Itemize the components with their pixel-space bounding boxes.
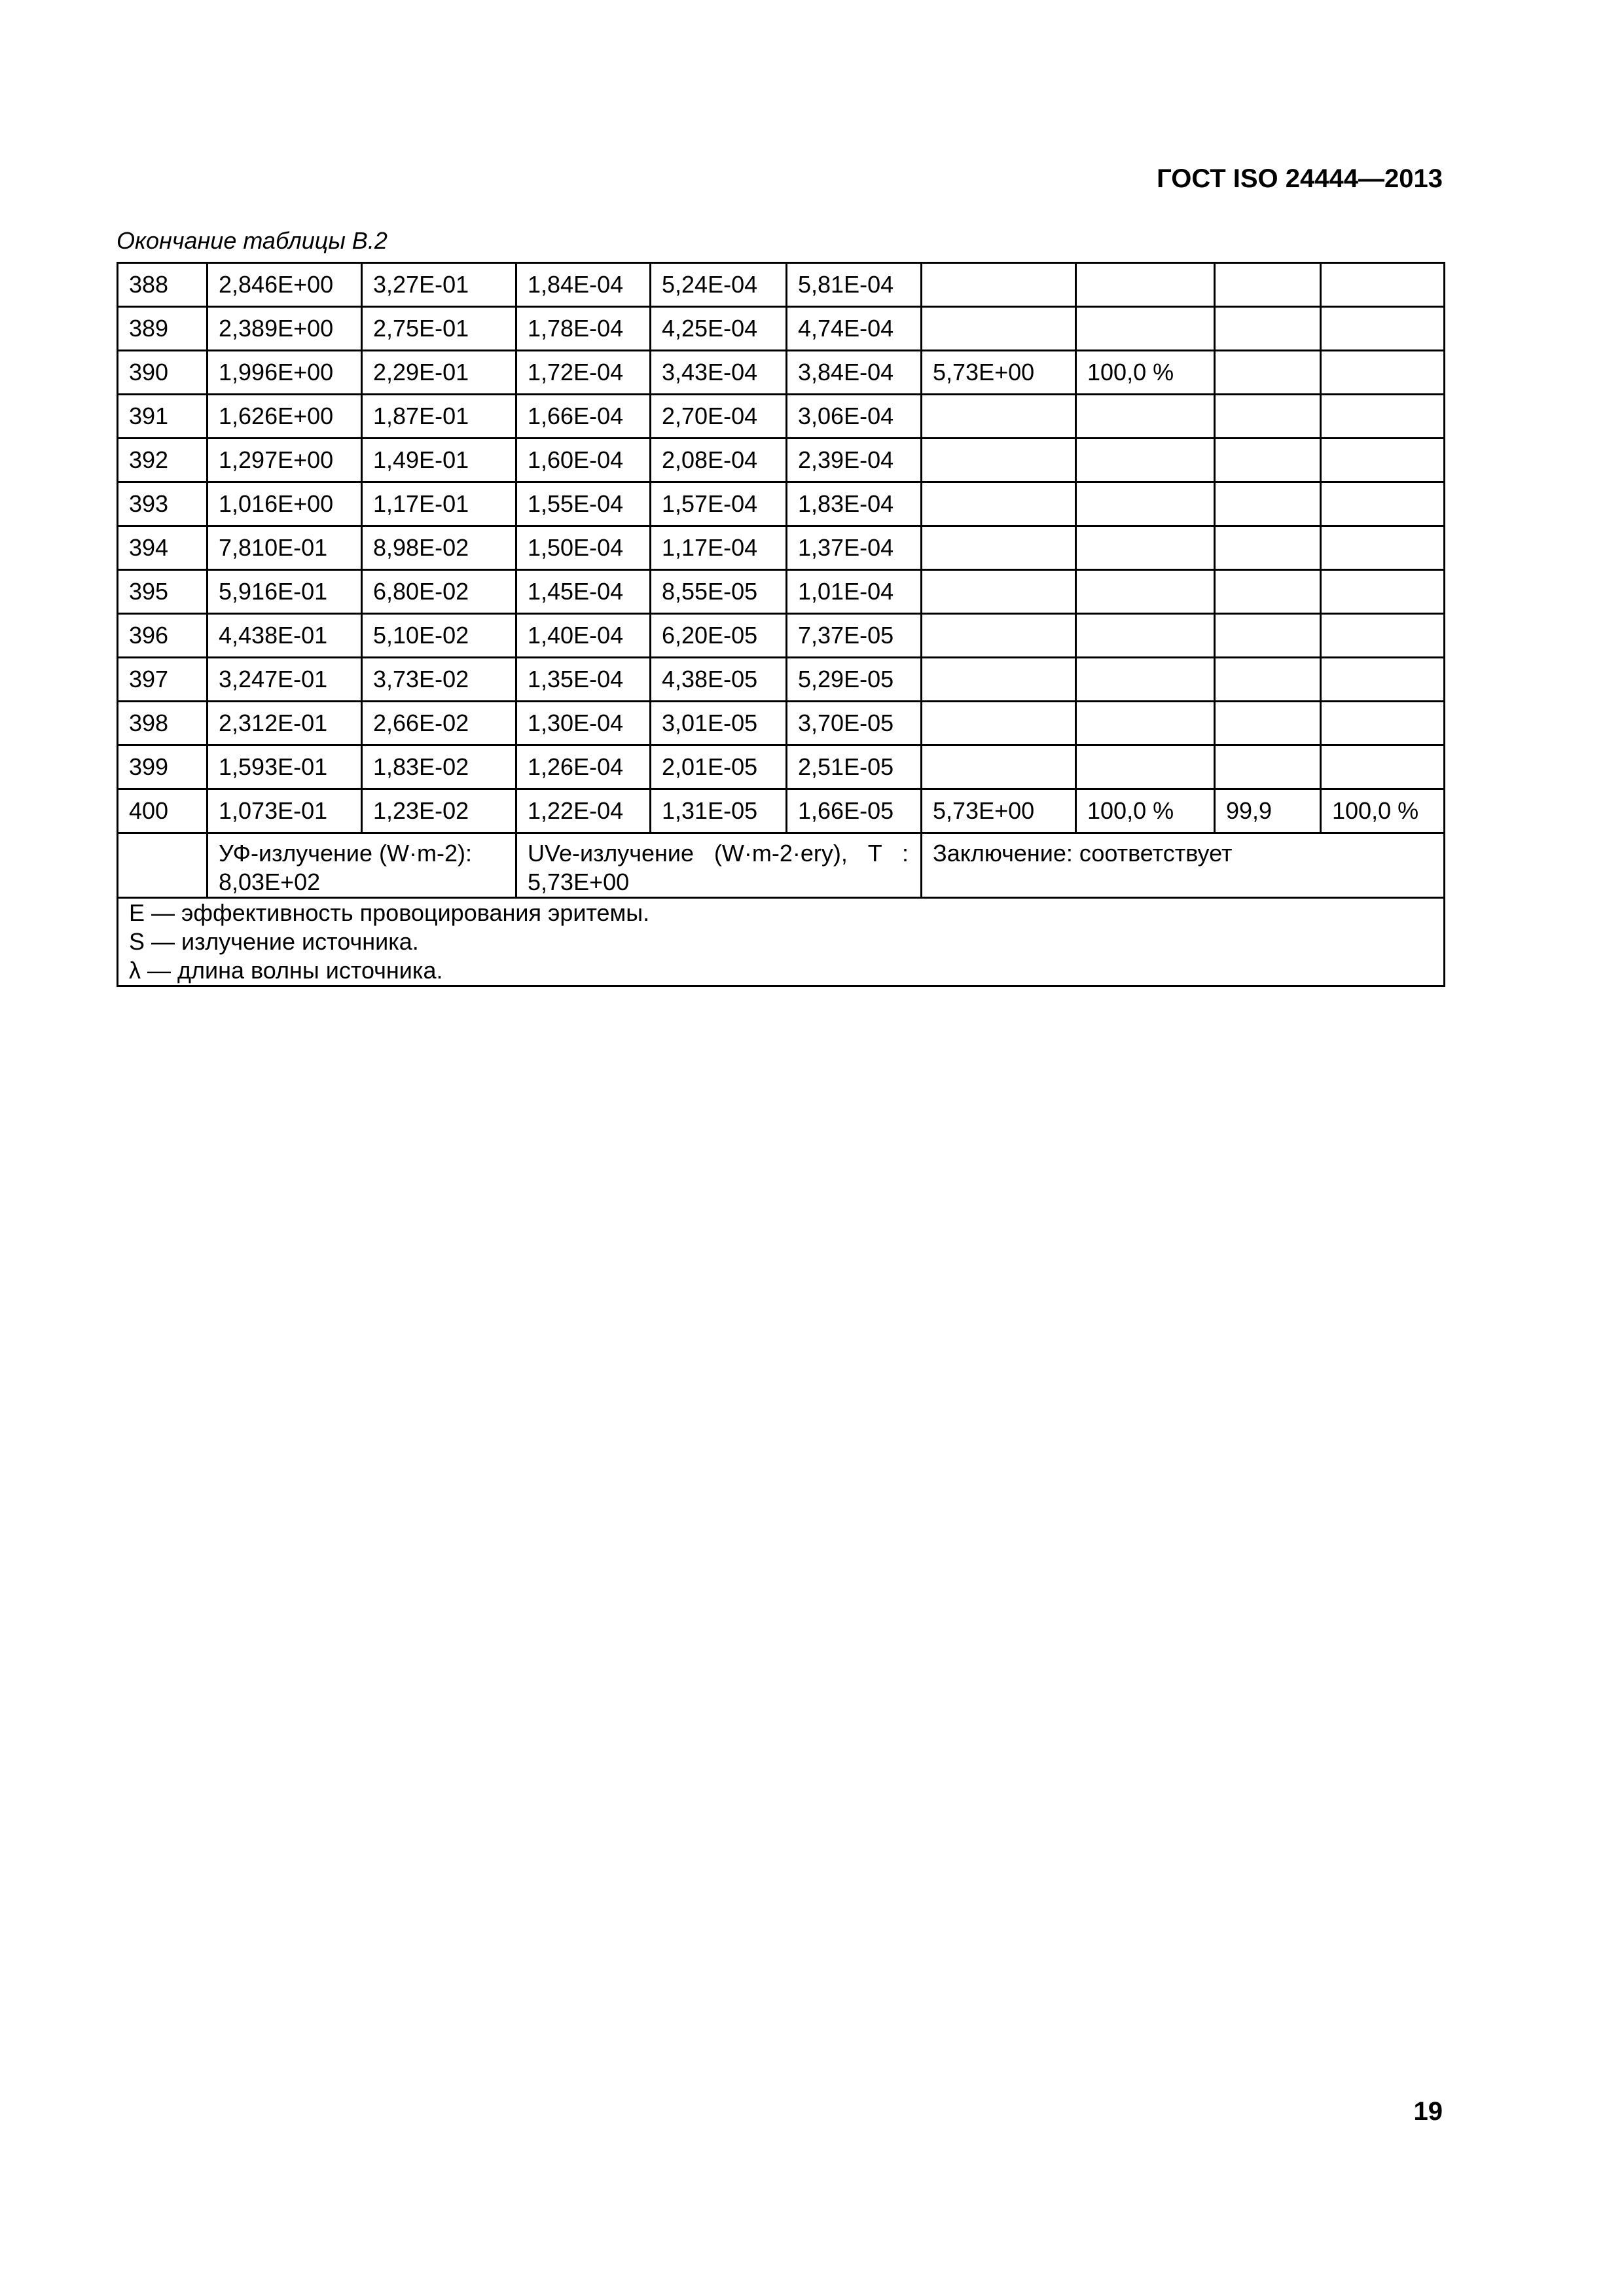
table-cell: 1,23E-02 bbox=[362, 789, 516, 833]
table-cell bbox=[1215, 482, 1321, 526]
summary-empty-cell bbox=[118, 833, 208, 898]
table-cell bbox=[1321, 702, 1445, 745]
table-cell: 4,38E-05 bbox=[651, 658, 787, 702]
table-cell: 5,29E-05 bbox=[787, 658, 922, 702]
table-cell: 3,06E-04 bbox=[787, 395, 922, 439]
table-cell: 4,74E-04 bbox=[787, 307, 922, 351]
table-cell: 8,55E-05 bbox=[651, 570, 787, 614]
table-cell: 100,0 % bbox=[1076, 351, 1215, 395]
table-cell bbox=[922, 570, 1076, 614]
table-cell bbox=[1076, 658, 1215, 702]
table-cell: 1,83E-04 bbox=[787, 482, 922, 526]
table-row bbox=[118, 439, 1445, 482]
note-e: E — эффективность провоцирования эритемы. bbox=[129, 899, 650, 926]
table-cell bbox=[1215, 439, 1321, 482]
table-cell: 7,37E-05 bbox=[787, 614, 922, 658]
table-cell: 3,247E-01 bbox=[208, 658, 362, 702]
table-cell: 8,98E-02 bbox=[362, 526, 516, 570]
table-row bbox=[118, 482, 1445, 526]
page-number: 19 bbox=[1413, 2097, 1443, 2126]
table-cell bbox=[1321, 745, 1445, 789]
table-cell: 1,72E-04 bbox=[516, 351, 651, 395]
table-cell: 393 bbox=[118, 482, 208, 526]
table-row bbox=[118, 614, 1445, 658]
table-cell: 1,55E-04 bbox=[516, 482, 651, 526]
table-cell: 5,10E-02 bbox=[362, 614, 516, 658]
table-row bbox=[118, 263, 1445, 307]
table-cell: 3,70E-05 bbox=[787, 702, 922, 745]
table-cell: 1,40E-04 bbox=[516, 614, 651, 658]
table-cell: 2,01E-05 bbox=[651, 745, 787, 789]
table-cell: 1,593E-01 bbox=[208, 745, 362, 789]
table-cell: 2,66E-02 bbox=[362, 702, 516, 745]
table-cell bbox=[1321, 351, 1445, 395]
table-cell: 1,35E-04 bbox=[516, 658, 651, 702]
table-cell bbox=[1215, 658, 1321, 702]
table-cell bbox=[1215, 263, 1321, 307]
table-caption: Окончание таблицы B.2 bbox=[117, 227, 388, 254]
table-cell: 100,0 % bbox=[1076, 789, 1215, 833]
table-cell: 1,17E-01 bbox=[362, 482, 516, 526]
table-cell bbox=[1076, 395, 1215, 439]
table-cell bbox=[1215, 307, 1321, 351]
conclusion-cell: Заключение: соответствует bbox=[922, 833, 1445, 898]
table-cell: 391 bbox=[118, 395, 208, 439]
table-cell: 3,43E-04 bbox=[651, 351, 787, 395]
table-cell bbox=[1076, 307, 1215, 351]
table-cell: 1,50E-04 bbox=[516, 526, 651, 570]
table-cell bbox=[922, 482, 1076, 526]
table-cell bbox=[1321, 439, 1445, 482]
uv-radiation-cell: УФ-излучение (W·m-2): 8,03E+02 bbox=[208, 833, 516, 898]
note-s: S — излучение источника. bbox=[129, 928, 419, 955]
table-cell: 1,996E+00 bbox=[208, 351, 362, 395]
table-cell bbox=[922, 395, 1076, 439]
table-cell bbox=[1215, 702, 1321, 745]
table-cell bbox=[1321, 658, 1445, 702]
table-body bbox=[118, 263, 1445, 833]
table-row bbox=[118, 395, 1445, 439]
table-cell bbox=[922, 614, 1076, 658]
table-cell: 2,75E-01 bbox=[362, 307, 516, 351]
table-cell: 1,26E-04 bbox=[516, 745, 651, 789]
table-cell: 5,24E-04 bbox=[651, 263, 787, 307]
table-cell: 389 bbox=[118, 307, 208, 351]
table-cell: 1,83E-02 bbox=[362, 745, 516, 789]
table-cell: 3,84E-04 bbox=[787, 351, 922, 395]
table-cell bbox=[1076, 439, 1215, 482]
table-cell: 1,016E+00 bbox=[208, 482, 362, 526]
table-cell bbox=[1321, 614, 1445, 658]
table-cell bbox=[922, 702, 1076, 745]
table-cell: 1,31E-05 bbox=[651, 789, 787, 833]
table-cell: 1,78E-04 bbox=[516, 307, 651, 351]
table-cell bbox=[1076, 526, 1215, 570]
table-cell: 2,389E+00 bbox=[208, 307, 362, 351]
table-cell bbox=[1215, 395, 1321, 439]
table-row bbox=[118, 351, 1445, 395]
table-cell: 1,66E-05 bbox=[787, 789, 922, 833]
table-cell bbox=[922, 307, 1076, 351]
table-cell: 6,80E-02 bbox=[362, 570, 516, 614]
table-cell bbox=[922, 439, 1076, 482]
table-cell: 1,01E-04 bbox=[787, 570, 922, 614]
notes-cell bbox=[118, 898, 1445, 986]
table-cell bbox=[1076, 570, 1215, 614]
table-cell bbox=[1076, 614, 1215, 658]
table-cell: 2,70E-04 bbox=[651, 395, 787, 439]
table-cell: 5,81E-04 bbox=[787, 263, 922, 307]
table-cell: 5,73E+00 bbox=[922, 351, 1076, 395]
table-cell bbox=[1215, 351, 1321, 395]
table-cell: 1,60E-04 bbox=[516, 439, 651, 482]
table-cell: 1,073E-01 bbox=[208, 789, 362, 833]
table-cell: 2,39E-04 bbox=[787, 439, 922, 482]
uve-radiation-cell: UVe-излучение (W·m-2·ery), T : 5,73E+00 bbox=[516, 833, 922, 898]
table-cell bbox=[1321, 307, 1445, 351]
table-cell: 1,57E-04 bbox=[651, 482, 787, 526]
table-cell: 3,01E-05 bbox=[651, 702, 787, 745]
table-row bbox=[118, 702, 1445, 745]
table-cell bbox=[1076, 263, 1215, 307]
table-cell: 1,626E+00 bbox=[208, 395, 362, 439]
table-cell: 7,810E-01 bbox=[208, 526, 362, 570]
summary-row bbox=[118, 833, 1445, 898]
table-cell bbox=[1321, 395, 1445, 439]
table-cell: 4,25E-04 bbox=[651, 307, 787, 351]
table-cell: 1,37E-04 bbox=[787, 526, 922, 570]
table-cell: 6,20E-05 bbox=[651, 614, 787, 658]
table-row bbox=[118, 745, 1445, 789]
table-cell: 5,73E+00 bbox=[922, 789, 1076, 833]
table-cell bbox=[1215, 570, 1321, 614]
table-cell: 392 bbox=[118, 439, 208, 482]
table-cell: 1,49E-01 bbox=[362, 439, 516, 482]
table-row bbox=[118, 658, 1445, 702]
table-cell: 396 bbox=[118, 614, 208, 658]
table-cell bbox=[922, 658, 1076, 702]
table-cell: 1,30E-04 bbox=[516, 702, 651, 745]
table-cell bbox=[1215, 745, 1321, 789]
table-cell: 1,297E+00 bbox=[208, 439, 362, 482]
table-cell bbox=[922, 526, 1076, 570]
table-cell: 100,0 % bbox=[1321, 789, 1445, 833]
note-lambda: λ — длина волны источника. bbox=[129, 957, 443, 984]
table-cell bbox=[1215, 614, 1321, 658]
table-cell: 1,45E-04 bbox=[516, 570, 651, 614]
table-cell: 395 bbox=[118, 570, 208, 614]
table-cell: 2,846E+00 bbox=[208, 263, 362, 307]
table-cell bbox=[1076, 702, 1215, 745]
table-cell: 5,916E-01 bbox=[208, 570, 362, 614]
table-cell: 1,87E-01 bbox=[362, 395, 516, 439]
table-cell bbox=[1215, 526, 1321, 570]
table-cell bbox=[1321, 482, 1445, 526]
table-row bbox=[118, 570, 1445, 614]
table-cell bbox=[1321, 526, 1445, 570]
table-cell: 1,22E-04 bbox=[516, 789, 651, 833]
table-cell: 2,312E-01 bbox=[208, 702, 362, 745]
table-cell bbox=[1321, 263, 1445, 307]
table-row bbox=[118, 526, 1445, 570]
table-cell: 400 bbox=[118, 789, 208, 833]
table-cell: 3,73E-02 bbox=[362, 658, 516, 702]
document-id: ГОСТ ISO 24444—2013 bbox=[1157, 164, 1443, 193]
table-cell: 2,08E-04 bbox=[651, 439, 787, 482]
table-row bbox=[118, 789, 1445, 833]
table-cell: 3,27E-01 bbox=[362, 263, 516, 307]
table-cell bbox=[922, 745, 1076, 789]
table-cell: 4,438E-01 bbox=[208, 614, 362, 658]
table-cell bbox=[922, 263, 1076, 307]
table-cell bbox=[1321, 570, 1445, 614]
table-cell: 398 bbox=[118, 702, 208, 745]
table-cell: 2,51E-05 bbox=[787, 745, 922, 789]
table-row bbox=[118, 307, 1445, 351]
table-cell: 1,66E-04 bbox=[516, 395, 651, 439]
data-table bbox=[117, 262, 1445, 987]
table-cell bbox=[1076, 482, 1215, 526]
table-cell bbox=[1076, 745, 1215, 789]
table-cell: 1,17E-04 bbox=[651, 526, 787, 570]
table-cell: 2,29E-01 bbox=[362, 351, 516, 395]
table-cell: 99,9 bbox=[1215, 789, 1321, 833]
table-cell: 390 bbox=[118, 351, 208, 395]
table-cell: 394 bbox=[118, 526, 208, 570]
table-cell: 397 bbox=[118, 658, 208, 702]
table-cell: 399 bbox=[118, 745, 208, 789]
table-cell: 388 bbox=[118, 263, 208, 307]
table-cell: 1,84E-04 bbox=[516, 263, 651, 307]
notes-row bbox=[118, 898, 1445, 986]
